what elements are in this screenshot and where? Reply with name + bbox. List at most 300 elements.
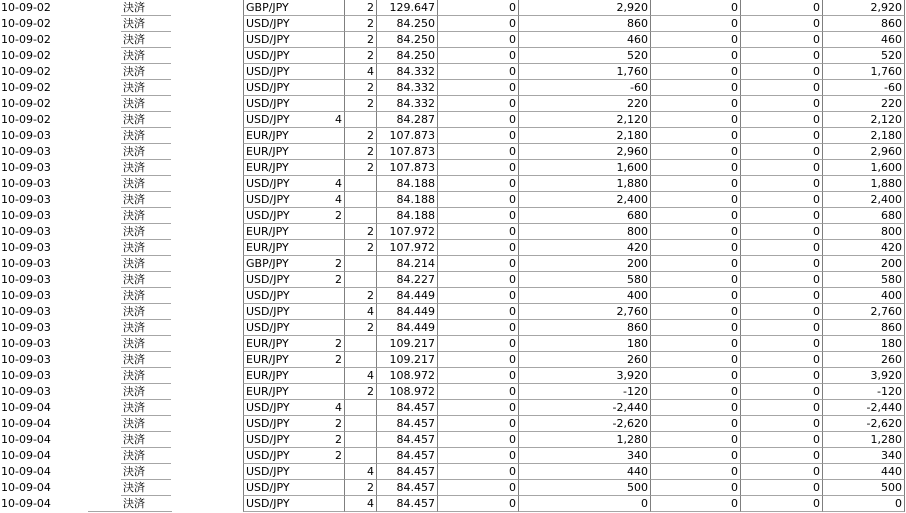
cell-date[interactable]: 10-09-02 [1,113,51,126]
cell-z3[interactable]: 0 [741,112,823,128]
cell-pl[interactable]: 3,920 [519,368,651,384]
cell-z1[interactable]: 0 [438,448,519,464]
cell-z2[interactable]: 0 [651,48,741,64]
cell-lot[interactable] [335,432,377,448]
cell-z1[interactable]: 0 [438,96,519,112]
cell-lot[interactable] [335,192,377,208]
cell-lot[interactable] [335,336,377,352]
cell-type[interactable]: 決済 [121,304,171,320]
cell-z1[interactable]: 0 [438,304,519,320]
cell-total[interactable]: -2,440 [823,400,905,416]
cell-rate[interactable]: 84.250 [377,16,438,32]
cell-z1[interactable]: 0 [438,160,519,176]
cell-type[interactable]: 決済 [121,288,171,304]
cell-total[interactable]: 340 [823,448,905,464]
cell-z3[interactable]: 0 [741,128,823,144]
cell-type[interactable]: 決済 [121,96,171,112]
cell-type[interactable]: 決済 [121,176,171,192]
cell-type[interactable]: 決済 [121,192,171,208]
cell-total[interactable]: 180 [823,336,905,352]
cell-pair[interactable]: EUR/JPY [243,128,345,144]
cell-z1[interactable]: 0 [438,496,519,512]
cell-lot[interactable] [345,96,377,112]
cell-z2[interactable]: 0 [651,256,741,272]
cell-pair[interactable]: EUR/JPY [243,224,345,240]
cell-z1[interactable]: 0 [438,336,519,352]
cell-date[interactable]: 10-09-03 [1,177,51,190]
cell-type[interactable]: 決済 [121,208,171,224]
cell-rate[interactable]: 84.449 [377,304,438,320]
cell-z2[interactable]: 0 [651,240,741,256]
cell-z3[interactable]: 0 [741,48,823,64]
cell-lot[interactable] [335,208,377,224]
cell-z2[interactable]: 0 [651,64,741,80]
cell-lot[interactable] [345,288,377,304]
cell-pair[interactable]: USD/JPY [243,112,345,128]
cell-pair[interactable]: EUR/JPY [243,368,345,384]
cell-pl[interactable]: -2,440 [519,400,651,416]
cell-z3[interactable]: 0 [741,144,823,160]
cell-type[interactable]: 決済 [121,336,171,352]
cell-pair[interactable]: USD/JPY [243,304,345,320]
cell-type[interactable]: 決済 [121,0,171,16]
cell-z3[interactable]: 0 [741,64,823,80]
cell-lot[interactable] [345,144,377,160]
cell-pl[interactable]: 420 [519,240,651,256]
cell-type[interactable]: 決済 [121,32,171,48]
cell-rate[interactable]: 84.449 [377,320,438,336]
cell-date[interactable]: 10-09-03 [1,145,51,158]
cell-pl[interactable]: 2,120 [519,112,651,128]
cell-lot[interactable] [345,480,377,496]
cell-type[interactable]: 決済 [121,16,171,32]
cell-rate[interactable]: 84.457 [377,464,438,480]
cell-rate[interactable]: 109.217 [377,336,438,352]
cell-pair[interactable]: USD/JPY [243,32,345,48]
cell-z2[interactable]: 0 [651,80,741,96]
cell-pair[interactable]: GBP/JPY [243,0,345,16]
cell-rate[interactable]: 107.873 [377,144,438,160]
cell-z1[interactable]: 0 [438,48,519,64]
cell-date[interactable]: 10-09-02 [1,17,51,30]
cell-lot[interactable] [335,400,377,416]
cell-pair[interactable]: USD/JPY [243,96,345,112]
cell-z3[interactable]: 0 [741,0,823,16]
cell-rate[interactable]: 84.188 [377,192,438,208]
cell-lot[interactable] [335,352,377,368]
cell-total[interactable]: 440 [823,464,905,480]
cell-z2[interactable]: 0 [651,176,741,192]
cell-date[interactable]: 10-09-04 [1,497,51,510]
cell-type[interactable]: 決済 [121,464,171,480]
cell-rate[interactable]: 84.188 [377,176,438,192]
cell-z1[interactable]: 0 [438,0,519,16]
cell-rate[interactable]: 84.332 [377,80,438,96]
cell-pl[interactable]: 1,760 [519,64,651,80]
cell-pair[interactable]: USD/JPY [243,208,345,224]
cell-z2[interactable]: 0 [651,480,741,496]
cell-rate[interactable]: 84.457 [377,448,438,464]
cell-date[interactable]: 10-09-02 [1,1,51,14]
cell-z1[interactable]: 0 [438,256,519,272]
cell-z3[interactable]: 0 [741,352,823,368]
cell-type[interactable]: 決済 [121,224,171,240]
cell-total[interactable]: -60 [823,80,905,96]
cell-rate[interactable]: 84.250 [377,32,438,48]
cell-pl[interactable]: -120 [519,384,651,400]
cell-lot[interactable] [345,496,377,512]
cell-date[interactable]: 10-09-04 [1,481,51,494]
cell-pl[interactable]: 440 [519,464,651,480]
cell-total[interactable]: 420 [823,240,905,256]
cell-pair[interactable]: EUR/JPY [243,336,345,352]
cell-date[interactable]: 10-09-03 [1,337,51,350]
cell-total[interactable]: 400 [823,288,905,304]
cell-z2[interactable]: 0 [651,384,741,400]
cell-z1[interactable]: 0 [438,352,519,368]
cell-z1[interactable]: 0 [438,176,519,192]
cell-z2[interactable]: 0 [651,464,741,480]
cell-z2[interactable]: 0 [651,448,741,464]
cell-date[interactable]: 10-09-03 [1,273,51,286]
cell-z1[interactable]: 0 [438,480,519,496]
cell-lot[interactable] [345,304,377,320]
cell-z3[interactable]: 0 [741,368,823,384]
cell-z3[interactable]: 0 [741,416,823,432]
cell-total[interactable]: -120 [823,384,905,400]
cell-date[interactable]: 10-09-03 [1,321,51,334]
cell-total[interactable]: 520 [823,48,905,64]
cell-type[interactable]: 決済 [121,80,171,96]
cell-total[interactable]: 860 [823,16,905,32]
cell-z1[interactable]: 0 [438,16,519,32]
cell-lot[interactable] [345,224,377,240]
cell-z3[interactable]: 0 [741,32,823,48]
cell-pair[interactable]: USD/JPY [243,448,345,464]
cell-date[interactable]: 10-09-02 [1,81,51,94]
cell-type[interactable]: 決済 [121,256,171,272]
cell-z3[interactable]: 0 [741,224,823,240]
cell-pl[interactable]: 400 [519,288,651,304]
cell-pair[interactable]: EUR/JPY [243,384,345,400]
cell-total[interactable]: 3,920 [823,368,905,384]
cell-rate[interactable]: 108.972 [377,384,438,400]
cell-date[interactable]: 10-09-04 [1,465,51,478]
cell-date[interactable]: 10-09-02 [1,65,51,78]
cell-z3[interactable]: 0 [741,480,823,496]
cell-z3[interactable]: 0 [741,160,823,176]
cell-z3[interactable]: 0 [741,256,823,272]
cell-z2[interactable]: 0 [651,144,741,160]
cell-z2[interactable]: 0 [651,192,741,208]
cell-pair[interactable]: USD/JPY [243,416,345,432]
cell-pl[interactable]: 0 [519,496,651,512]
cell-z1[interactable]: 0 [438,80,519,96]
cell-lot[interactable] [335,176,377,192]
cell-total[interactable]: 2,920 [823,0,905,16]
cell-pl[interactable]: 220 [519,96,651,112]
cell-date[interactable]: 10-09-02 [1,49,51,62]
cell-pl[interactable]: 340 [519,448,651,464]
cell-pair[interactable]: USD/JPY [243,400,345,416]
cell-lot[interactable] [345,368,377,384]
cell-date[interactable]: 10-09-03 [1,225,51,238]
cell-pl[interactable]: 680 [519,208,651,224]
cell-pair[interactable]: EUR/JPY [243,240,345,256]
cell-z2[interactable]: 0 [651,128,741,144]
cell-rate[interactable]: 84.457 [377,480,438,496]
cell-rate[interactable]: 107.873 [377,160,438,176]
cell-z1[interactable]: 0 [438,464,519,480]
cell-date[interactable]: 10-09-02 [1,33,51,46]
cell-z3[interactable]: 0 [741,176,823,192]
cell-total[interactable]: 260 [823,352,905,368]
cell-total[interactable]: 1,880 [823,176,905,192]
cell-pl[interactable]: 2,180 [519,128,651,144]
cell-date[interactable]: 10-09-02 [1,97,51,110]
cell-total[interactable]: 460 [823,32,905,48]
cell-z2[interactable]: 0 [651,432,741,448]
cell-lot[interactable] [345,64,377,80]
cell-pair[interactable]: USD/JPY [243,272,345,288]
cell-z3[interactable]: 0 [741,320,823,336]
cell-lot[interactable] [345,48,377,64]
cell-lot[interactable] [345,240,377,256]
cell-pair[interactable]: USD/JPY [243,80,345,96]
cell-pair[interactable]: USD/JPY [243,464,345,480]
cell-z2[interactable]: 0 [651,96,741,112]
cell-total[interactable]: 680 [823,208,905,224]
cell-z1[interactable]: 0 [438,272,519,288]
cell-date[interactable]: 10-09-03 [1,385,51,398]
cell-pl[interactable]: 200 [519,256,651,272]
cell-type[interactable]: 決済 [121,128,171,144]
cell-z1[interactable]: 0 [438,240,519,256]
cell-pair[interactable]: USD/JPY [243,432,345,448]
cell-pair[interactable]: EUR/JPY [243,160,345,176]
cell-lot[interactable] [345,384,377,400]
cell-z3[interactable]: 0 [741,288,823,304]
cell-z1[interactable]: 0 [438,224,519,240]
cell-rate[interactable]: 84.457 [377,496,438,512]
cell-type[interactable]: 決済 [121,320,171,336]
cell-pl[interactable]: 2,760 [519,304,651,320]
cell-pair[interactable]: USD/JPY [243,480,345,496]
cell-z3[interactable]: 0 [741,464,823,480]
cell-z2[interactable]: 0 [651,416,741,432]
cell-type[interactable]: 決済 [121,416,171,432]
cell-pair[interactable]: USD/JPY [243,496,345,512]
cell-total[interactable]: 2,960 [823,144,905,160]
cell-rate[interactable]: 107.972 [377,240,438,256]
cell-type[interactable]: 決済 [121,240,171,256]
cell-lot[interactable] [345,320,377,336]
cell-z3[interactable]: 0 [741,304,823,320]
cell-pair[interactable]: USD/JPY [243,192,345,208]
cell-z3[interactable]: 0 [741,448,823,464]
cell-z1[interactable]: 0 [438,112,519,128]
cell-rate[interactable]: 108.972 [377,368,438,384]
cell-pair[interactable]: USD/JPY [243,64,345,80]
cell-type[interactable]: 決済 [121,352,171,368]
cell-z2[interactable]: 0 [651,288,741,304]
cell-z2[interactable]: 0 [651,368,741,384]
cell-lot[interactable] [335,272,377,288]
cell-rate[interactable]: 84.332 [377,64,438,80]
cell-pair[interactable]: USD/JPY [243,16,345,32]
cell-pl[interactable]: 1,880 [519,176,651,192]
cell-z2[interactable]: 0 [651,304,741,320]
cell-z1[interactable]: 0 [438,192,519,208]
cell-rate[interactable]: 84.250 [377,48,438,64]
cell-lot[interactable] [335,416,377,432]
cell-total[interactable]: 2,180 [823,128,905,144]
cell-pl[interactable]: 860 [519,16,651,32]
cell-pair[interactable]: USD/JPY [243,176,345,192]
cell-rate[interactable]: 129.647 [377,0,438,16]
cell-rate[interactable]: 84.457 [377,416,438,432]
cell-pl[interactable]: -60 [519,80,651,96]
cell-z2[interactable]: 0 [651,112,741,128]
cell-date[interactable]: 10-09-03 [1,209,51,222]
cell-z1[interactable]: 0 [438,432,519,448]
cell-z1[interactable]: 0 [438,320,519,336]
cell-z2[interactable]: 0 [651,160,741,176]
cell-z1[interactable]: 0 [438,64,519,80]
cell-z2[interactable]: 0 [651,0,741,16]
cell-total[interactable]: 220 [823,96,905,112]
cell-pl[interactable]: 520 [519,48,651,64]
cell-rate[interactable]: 109.217 [377,352,438,368]
cell-z3[interactable]: 0 [741,16,823,32]
cell-total[interactable]: 1,280 [823,432,905,448]
cell-pair[interactable]: USD/JPY [243,48,345,64]
cell-date[interactable]: 10-09-03 [1,257,51,270]
cell-pl[interactable]: 1,280 [519,432,651,448]
cell-type[interactable]: 決済 [121,448,171,464]
cell-type[interactable]: 決済 [121,144,171,160]
cell-pl[interactable]: 580 [519,272,651,288]
cell-type[interactable]: 決済 [121,48,171,64]
cell-z2[interactable]: 0 [651,208,741,224]
cell-total[interactable]: -2,620 [823,416,905,432]
cell-pair[interactable]: USD/JPY [243,288,345,304]
cell-z1[interactable]: 0 [438,144,519,160]
cell-lot[interactable] [345,160,377,176]
cell-type[interactable]: 決済 [121,368,171,384]
cell-pl[interactable]: 2,960 [519,144,651,160]
cell-lot[interactable] [345,128,377,144]
cell-z2[interactable]: 0 [651,272,741,288]
cell-z3[interactable]: 0 [741,240,823,256]
cell-z1[interactable]: 0 [438,32,519,48]
cell-type[interactable]: 決済 [121,400,171,416]
cell-date[interactable]: 10-09-03 [1,353,51,366]
cell-z3[interactable]: 0 [741,496,823,512]
cell-pl[interactable]: -2,620 [519,416,651,432]
cell-total[interactable]: 2,760 [823,304,905,320]
cell-z3[interactable]: 0 [741,384,823,400]
cell-type[interactable]: 決済 [121,160,171,176]
cell-pl[interactable]: 800 [519,224,651,240]
cell-lot[interactable] [345,32,377,48]
cell-pl[interactable]: 860 [519,320,651,336]
cell-z3[interactable]: 0 [741,432,823,448]
cell-lot[interactable] [345,16,377,32]
cell-total[interactable]: 860 [823,320,905,336]
cell-pair[interactable]: USD/JPY [243,320,345,336]
cell-rate[interactable]: 84.227 [377,272,438,288]
cell-z3[interactable]: 0 [741,400,823,416]
cell-z3[interactable]: 0 [741,80,823,96]
cell-total[interactable]: 800 [823,224,905,240]
cell-pair[interactable]: GBP/JPY [243,256,345,272]
cell-total[interactable]: 580 [823,272,905,288]
cell-rate[interactable]: 84.449 [377,288,438,304]
cell-rate[interactable]: 84.188 [377,208,438,224]
cell-date[interactable]: 10-09-03 [1,369,51,382]
cell-pl[interactable]: 460 [519,32,651,48]
cell-rate[interactable]: 84.214 [377,256,438,272]
cell-pair[interactable]: EUR/JPY [243,352,345,368]
cell-z2[interactable]: 0 [651,16,741,32]
cell-z3[interactable]: 0 [741,96,823,112]
cell-z2[interactable]: 0 [651,352,741,368]
cell-total[interactable]: 1,600 [823,160,905,176]
cell-lot[interactable] [345,464,377,480]
cell-total[interactable]: 0 [823,496,905,512]
cell-total[interactable]: 2,400 [823,192,905,208]
cell-pair[interactable]: EUR/JPY [243,144,345,160]
cell-type[interactable]: 決済 [121,272,171,288]
cell-z1[interactable]: 0 [438,368,519,384]
cell-rate[interactable]: 84.332 [377,96,438,112]
cell-total[interactable]: 200 [823,256,905,272]
cell-z2[interactable]: 0 [651,400,741,416]
cell-z3[interactable]: 0 [741,336,823,352]
cell-date[interactable]: 10-09-03 [1,289,51,302]
cell-pl[interactable]: 500 [519,480,651,496]
cell-date[interactable]: 10-09-03 [1,161,51,174]
cell-rate[interactable]: 107.972 [377,224,438,240]
cell-z3[interactable]: 0 [741,192,823,208]
cell-pl[interactable]: 2,400 [519,192,651,208]
cell-z2[interactable]: 0 [651,32,741,48]
cell-lot[interactable] [335,256,377,272]
cell-date[interactable]: 10-09-03 [1,129,51,142]
cell-z1[interactable]: 0 [438,128,519,144]
cell-z2[interactable]: 0 [651,224,741,240]
cell-date[interactable]: 10-09-04 [1,449,51,462]
cell-z1[interactable]: 0 [438,288,519,304]
cell-date[interactable]: 10-09-03 [1,193,51,206]
cell-pl[interactable]: 180 [519,336,651,352]
cell-z2[interactable]: 0 [651,320,741,336]
cell-date[interactable]: 10-09-04 [1,417,51,430]
cell-z2[interactable]: 0 [651,336,741,352]
cell-date[interactable]: 10-09-04 [1,433,51,446]
cell-lot[interactable] [335,112,377,128]
cell-z1[interactable]: 0 [438,384,519,400]
cell-z1[interactable]: 0 [438,400,519,416]
cell-z3[interactable]: 0 [741,272,823,288]
cell-z2[interactable]: 0 [651,496,741,512]
cell-pl[interactable]: 2,920 [519,0,651,16]
cell-z1[interactable]: 0 [438,208,519,224]
cell-rate[interactable]: 84.457 [377,400,438,416]
cell-type[interactable]: 決済 [121,432,171,448]
cell-type[interactable]: 決済 [121,496,171,512]
